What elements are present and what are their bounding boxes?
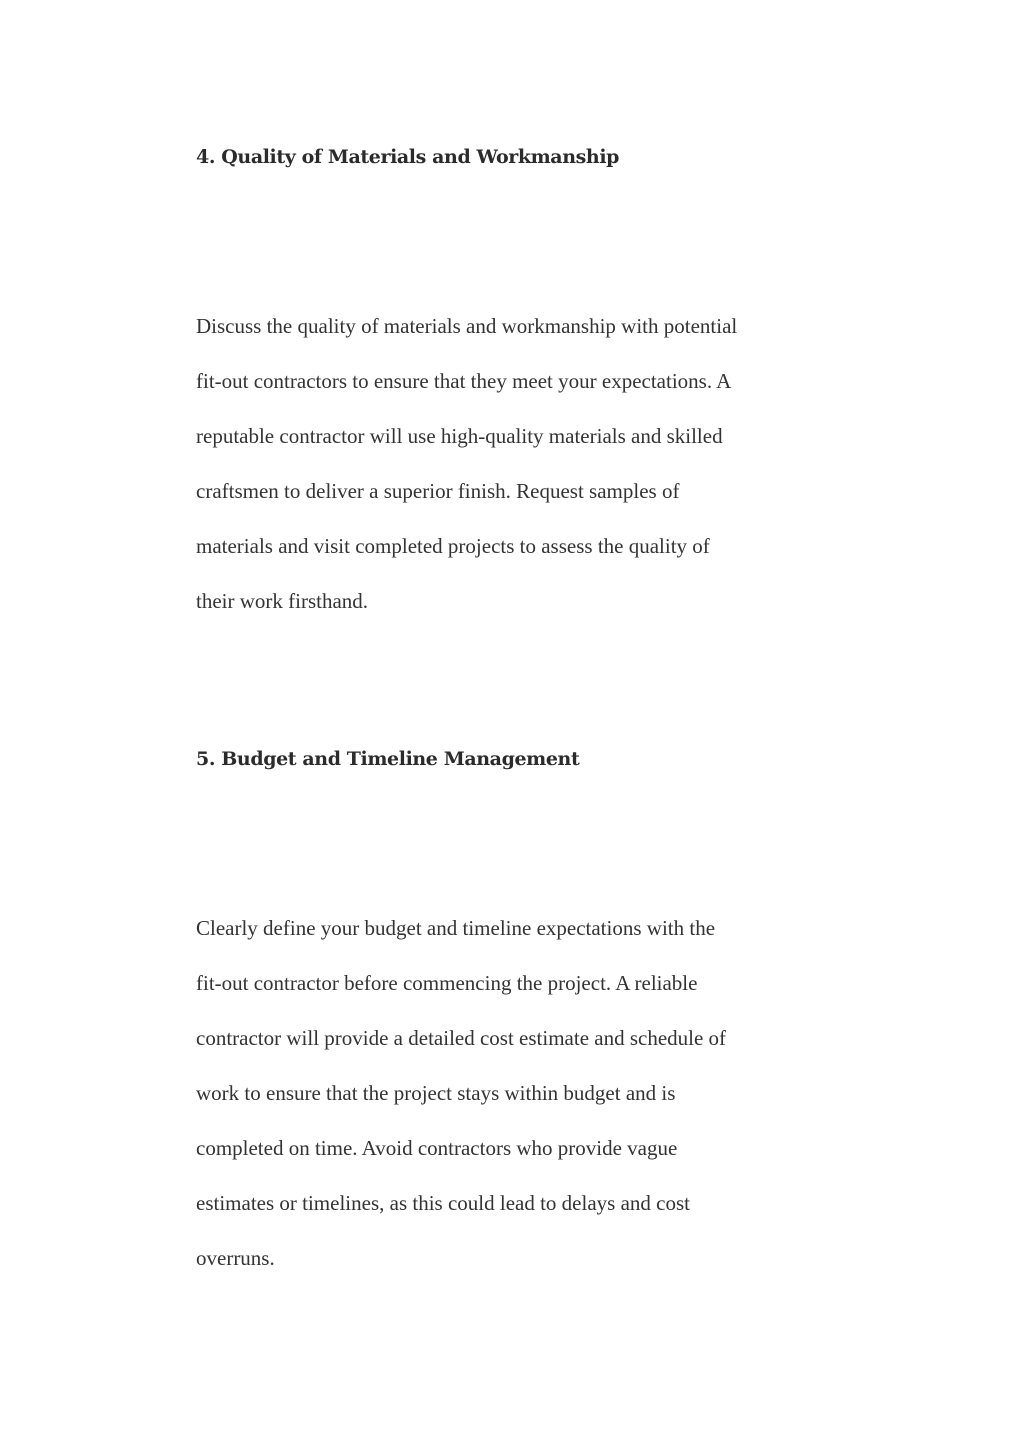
paragraph-line: craftsmen to deliver a superior finish. Request samples of [196, 479, 680, 503]
section-heading-budget: 5. Budget and Timeline Management [196, 748, 580, 770]
paragraph-line: Clearly define your budget and timeline expectations with the [196, 916, 716, 940]
section-heading-quality: 4. Quality of Materials and Workmanship [196, 146, 620, 168]
paragraph-line: work to ensure that the project stays within budget and is [196, 1081, 676, 1105]
paragraph-line: estimates or timelines, as this could lead to delays and cost [196, 1191, 690, 1215]
paragraph-line: contractor will provide a detailed cost estimate and schedule of [196, 1026, 727, 1050]
paragraph-line: materials and visit completed projects to assess the quality of [196, 534, 710, 558]
paragraph-line: Discuss the quality of materials and workmanship with potential [196, 314, 738, 338]
section-paragraph-budget [196, 901, 726, 1286]
paragraph-line: fit-out contractor before commencing the project. A reliable [196, 971, 698, 995]
section-paragraph-quality [196, 299, 737, 629]
paragraph-line: fit-out contractors to ensure that they meet your expectations. A [196, 369, 732, 393]
paragraph-line: overruns. [196, 1246, 275, 1270]
paragraph-line: completed on time. Avoid contractors who provide vague [196, 1136, 678, 1160]
paragraph-line: their work firsthand. [196, 589, 369, 613]
paragraph-line: reputable contractor will use high-quality materials and skilled [196, 424, 723, 448]
